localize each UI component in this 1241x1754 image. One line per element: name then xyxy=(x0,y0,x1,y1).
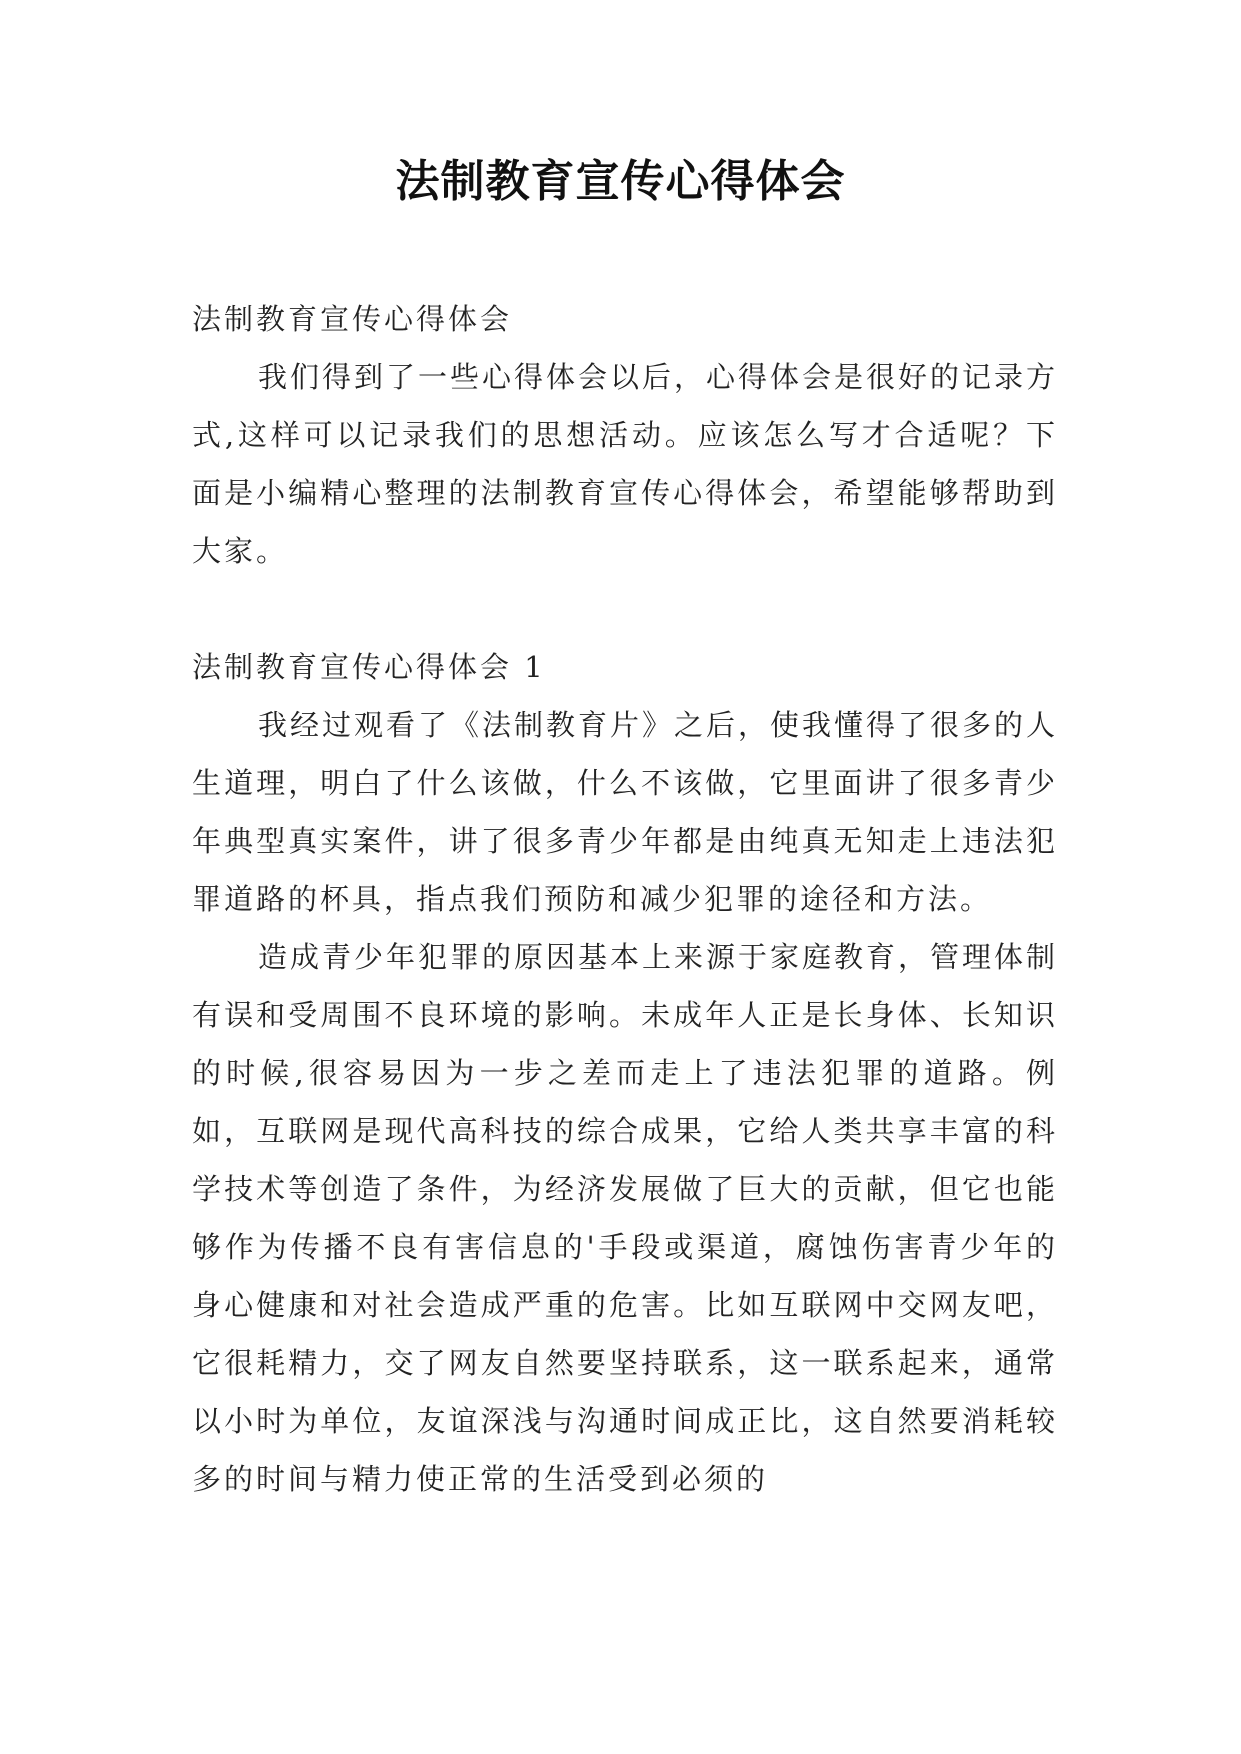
document-body xyxy=(192,290,1058,1508)
section1-paragraph-2: 造成青少年犯罪的原因基本上来源于家庭教育，管理体制有误和受周围不良环境的影响。未成年人正是长身体、长知识的时候,很容易因为一步之差而走上了违法犯罪的道路。例如，互联网是现代高科技的综合成果，它给人类共享丰富的科学技术等创造了条件，为经济发展做了巨大的贡献，但它也能够作为传播不良有害信息的'手段或渠道，腐蚀伤害青少年的身心健康和对社会造成严重的危害。比如互联网中交网友吧，它很耗精力，交了网友自然要坚持联系，这一联系起来，通常以小时为单位，友谊深浅与沟通时间成正比，这自然要消耗较多的时间与精力使正常的生活受到必须的 xyxy=(192,940,1059,1496)
section1-paragraph-1: 我经过观看了《法制教育片》之后，使我懂得了很多的人生道理，明白了什么该做，什么不该做，它里面讲了很多青少年典型真实案件，讲了很多青少年都是由纯真无知走上违法犯罪道路的杯具，指点我们预防和减少犯罪的途径和方法。 xyxy=(192,708,1059,916)
intro-heading: 法制教育宣传心得体会 xyxy=(192,302,513,336)
section1-heading: 法制教育宣传心得体会 1 xyxy=(192,650,546,684)
document-title: 法制教育宣传心得体会 xyxy=(395,156,846,207)
section-spacer xyxy=(192,580,1058,638)
intro-paragraph: 我们得到了一些心得体会以后，心得体会是很好的记录方式,这样可以记录我们的思想活动。应该怎么写才合适呢？下面是小编精心整理的法制教育宣传心得体会，希望能够帮助到大家。 xyxy=(192,360,1059,568)
